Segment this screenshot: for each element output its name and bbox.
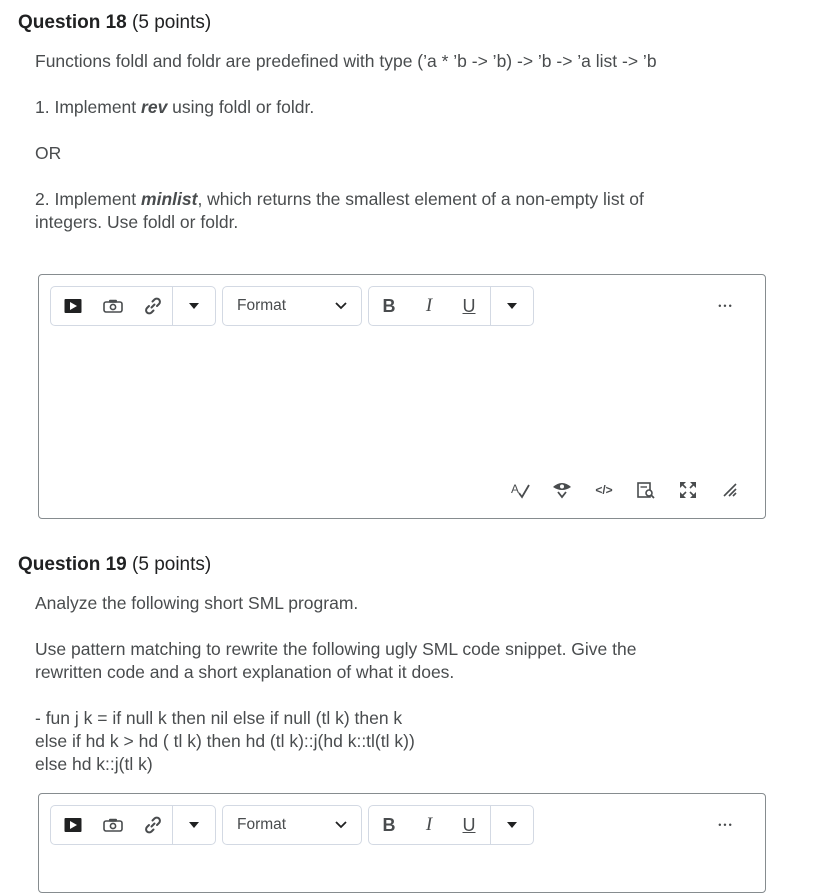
question-item-1 xyxy=(35,96,314,119)
answer-editor-q19[interactable] xyxy=(38,793,766,893)
underline-button[interactable]: U xyxy=(462,814,476,835)
link-icon[interactable] xyxy=(139,287,167,325)
code-line: - fun j k = if null k then nil else if null (tl k) then k xyxy=(35,708,403,728)
code-line: else if hd k > hd ( tl k) then hd (tl k)::j(hd k::tl(tl k)) xyxy=(35,731,415,751)
italic-button[interactable]: I xyxy=(425,295,433,316)
more-options-button[interactable]: ••• xyxy=(718,301,734,311)
insert-group xyxy=(50,286,216,326)
text-style-group xyxy=(368,805,534,845)
answer-editor-q18[interactable] xyxy=(38,274,766,519)
format-label: Format xyxy=(237,297,287,314)
code-snippet xyxy=(35,707,415,776)
question-item-2 xyxy=(35,188,644,234)
question-instructions xyxy=(35,638,636,684)
bold-button[interactable]: B xyxy=(382,814,396,835)
format-label: Format xyxy=(237,816,287,833)
question-text: Analyze the following short SML program. xyxy=(35,593,359,613)
text: rewritten code and a short explanation of what it does. xyxy=(35,662,455,682)
chevron-down-icon xyxy=(335,287,347,325)
text: 2. Implement xyxy=(35,189,142,209)
insert-group xyxy=(50,805,216,845)
more-options-button[interactable]: ••• xyxy=(718,820,734,830)
question-text: Functions foldl and foldr are predefined with type (’a * ’b -> ’b) -> ’b -> ’a list -> ’b xyxy=(35,51,657,71)
resize-icon[interactable] xyxy=(709,476,751,504)
chevron-down-icon xyxy=(335,806,347,844)
accessibility-icon[interactable] xyxy=(541,476,583,504)
text: integers. Use foldl or foldr. xyxy=(35,212,239,232)
code-line: else hd k::j(tl k) xyxy=(35,754,153,774)
question-number: Question 18 xyxy=(18,12,127,33)
question-points: (5 points) xyxy=(132,12,212,33)
text: using foldl or foldr. xyxy=(167,97,315,117)
camera-icon[interactable] xyxy=(99,806,127,844)
spellcheck-icon[interactable] xyxy=(499,476,541,504)
emphasis: minlist xyxy=(141,189,198,209)
italic-button[interactable]: I xyxy=(425,814,433,835)
caret-down-icon[interactable] xyxy=(173,287,215,325)
question-19-header xyxy=(18,554,211,576)
preview-icon[interactable] xyxy=(625,476,667,504)
text-style-group xyxy=(368,286,534,326)
format-select[interactable] xyxy=(222,286,362,326)
camera-icon[interactable] xyxy=(99,287,127,325)
video-icon[interactable] xyxy=(59,287,87,325)
text: Use pattern matching to rewrite the following ugly SML code snippet. Give the xyxy=(35,639,637,659)
text: 1. Implement xyxy=(35,97,142,117)
underline-button[interactable]: U xyxy=(462,295,476,316)
link-icon[interactable] xyxy=(139,806,167,844)
editor-toolbar xyxy=(50,805,746,847)
caret-down-icon[interactable] xyxy=(491,806,533,844)
format-select[interactable] xyxy=(222,805,362,845)
caret-down-icon[interactable] xyxy=(491,287,533,325)
bold-button[interactable]: B xyxy=(382,295,396,316)
caret-down-icon[interactable] xyxy=(173,806,215,844)
svg-text:A: A xyxy=(511,482,520,496)
emphasis: rev xyxy=(141,97,168,117)
editor-toolbar xyxy=(50,286,746,328)
question-points: (5 points) xyxy=(132,554,212,575)
question-or: OR xyxy=(35,143,62,163)
source-code-icon[interactable]: </> xyxy=(595,483,613,497)
editor-status-bar xyxy=(499,476,751,504)
fullscreen-icon[interactable] xyxy=(667,476,709,504)
video-icon[interactable] xyxy=(59,806,87,844)
question-18-header xyxy=(18,12,211,34)
text: , which returns the smallest element of a non-empty list of xyxy=(197,189,644,209)
question-number: Question 19 xyxy=(18,554,127,575)
